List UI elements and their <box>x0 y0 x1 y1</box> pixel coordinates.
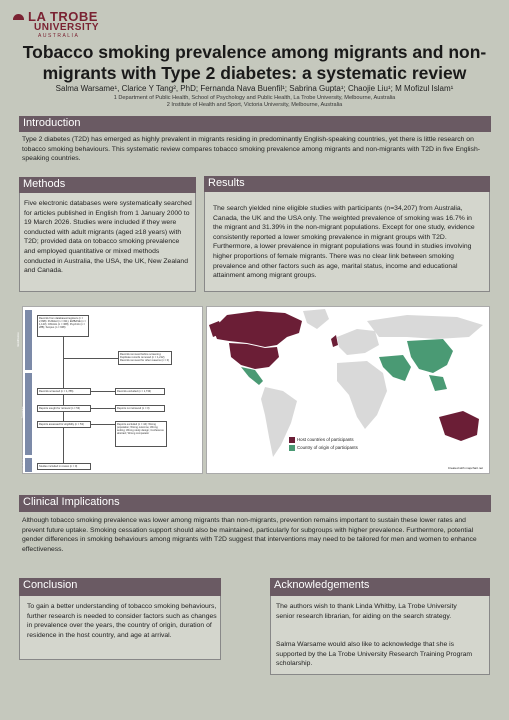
conclusion-text: To gain a better understanding of tobacco smoking behaviours, further research is needed to consider factors such as changes in prevalence over the years, the country of origin, duration of residence in the host country, and age at arrival. <box>27 603 217 639</box>
conclusion-heading: Conclusion <box>19 578 221 596</box>
affiliation-1: 1 Department of Public Health, School of Psychology and Public Health, La Trobe University, Melbourne, Australia <box>113 95 396 101</box>
sun-logo-icon <box>12 12 25 22</box>
legend-origin-label: Country of origin of participants <box>297 445 358 451</box>
clinical-heading: Clinical Implications <box>19 495 491 512</box>
prisma-flow-diagram <box>16 306 203 474</box>
acknowledgements-heading: Acknowledgements <box>270 578 490 596</box>
flow-box-excluded: Records excluded (n = 1,733) <box>115 388 165 395</box>
flow-connector <box>63 428 64 463</box>
legend-host-swatch <box>289 437 295 443</box>
flow-connector <box>91 391 115 392</box>
results-heading: Results <box>204 176 490 192</box>
legend-origin-swatch <box>289 445 295 451</box>
flow-side-included: Included <box>25 458 32 472</box>
poster-title: Tobacco smoking prevalence among migrants and non-migrants with Type 2 diabetes: a systematic review <box>22 42 487 83</box>
flow-connector <box>91 424 115 425</box>
flow-connector <box>63 337 64 388</box>
flow-connector <box>91 408 115 409</box>
flow-box-identified: Records from databases/registers (n = 2,998): PubMed (n = 611); EMBASE (n = 1,123); CINAHL (n = 368); PsycInfo (n = 288); Scopus (n = 608) <box>37 315 89 337</box>
authors: Salma Warsame¹, Clarice Y Tang², PhD; Fernanda Nava Buenfil¹; Sabrina Gupta¹; Chaojie Liu¹; M Mofizul Islam¹ <box>55 84 454 93</box>
map-credit: Created with mapchart.net <box>447 466 483 470</box>
methods-heading: Methods <box>19 177 196 193</box>
flow-side-identification: Identification <box>25 310 32 370</box>
legend-origin <box>289 445 359 451</box>
legend-host <box>289 437 359 443</box>
introduction-heading: Introduction <box>19 116 491 132</box>
flow-box-included: Studies included in review (n = 9) <box>37 463 91 470</box>
methods-text: Five electronic databases were systematically searched for articles published in English from 1 January 2000 to 19 March 2026. Studies were included if they were conducted with adult migrants (aged ≥18 years) with T2D; provided data on tobacco smoking prevalence and employed quantitative or mixed methods conducted in Australia, the USA, the UK, New Zealand and Canada. <box>24 200 192 275</box>
introduction-text: Type 2 diabetes (T2D) has emerged as highly prevalent in migrants residing in predominantly English-speaking countries, yet there is little research on tobacco smoking behaviours. This systematic review compares tobacco smoking prevalence among migrants and non-migrants with T2D in five English-speaking countries. <box>22 136 480 162</box>
flow-box-reports-excluded: Reports excluded (n = 44): Wrong population; Wrong outcome; Wrong setting; Wrong study design; Conference abstract; Wrong comparator <box>115 421 167 447</box>
affiliation-2: 2 Institute of Health and Sport, Victoria University, Melbourne, Australia <box>166 102 343 108</box>
flow-connector <box>63 358 118 359</box>
flow-connector <box>63 412 64 421</box>
flow-side-screening: Screening <box>25 373 32 455</box>
acknowledgements-text-2: Salma Warsame would also like to acknowledge that she is supported by the La Trobe University Research Training Program scholarship. <box>276 641 473 668</box>
map-legend <box>289 437 359 451</box>
logo-line2: UNIVERSITY <box>34 22 100 33</box>
la-trobe-logo <box>12 10 102 39</box>
results-text: The search yielded nine eligible studies with participants (n=34,207) from Australia, Canada, the UK and the USA only. The weighted prevalence of smoking was 16.7% in the migrant and 31.39% in the non-migrant populations. Except for one study, evidence consistently reported a lower smoking prevalence in migrant groups with T2D. Furthermore, a lower prevalence in migrant populations was found in studies involving higher proportions of female migrants. There was no clear link between smoking prevalence and other factors such as age, marital status, income and educational attainment among migrant groups. <box>213 205 475 280</box>
logo-line3: AUSTRALIA <box>38 33 80 39</box>
flow-box-removed: Records removed before screening: Duplicate records removed (n = 1,212); Records removed for other reasons (n = 0) <box>118 351 172 365</box>
flow-box-screened: Records screened (n = 1,786) <box>37 388 91 395</box>
logo-line1: LA TROBE <box>28 9 98 24</box>
legend-host-label: Host countries of participants <box>297 437 354 443</box>
acknowledgements-text-1: The authors wish to thank Linda Whitby, La Trobe University senior research librarian, for aiding on the search strategy. <box>276 603 457 620</box>
flow-box-sought: Reports sought for retrieval (n = 53) <box>37 405 91 412</box>
world-map-panel <box>206 306 490 474</box>
flow-box-assessed: Reports assessed for eligibility (n = 53) <box>37 421 91 428</box>
clinical-text: Although tobacco smoking prevalence was lower among migrants than non-migrants, prevention remains important to sustain these lower rates and prevent future uptake. Smoking cessation support should also be maintained, particularly for subgroups with higher prevalence. Furthermore, potential gender differences in smoking behaviours among migrants with T2D suggest that interventions may need to be tailored for men and women to enhance effectiveness. <box>22 517 477 553</box>
flow-connector <box>63 395 64 405</box>
flow-box-not-retrieved: Reports not retrieved (n = 0) <box>115 405 165 412</box>
